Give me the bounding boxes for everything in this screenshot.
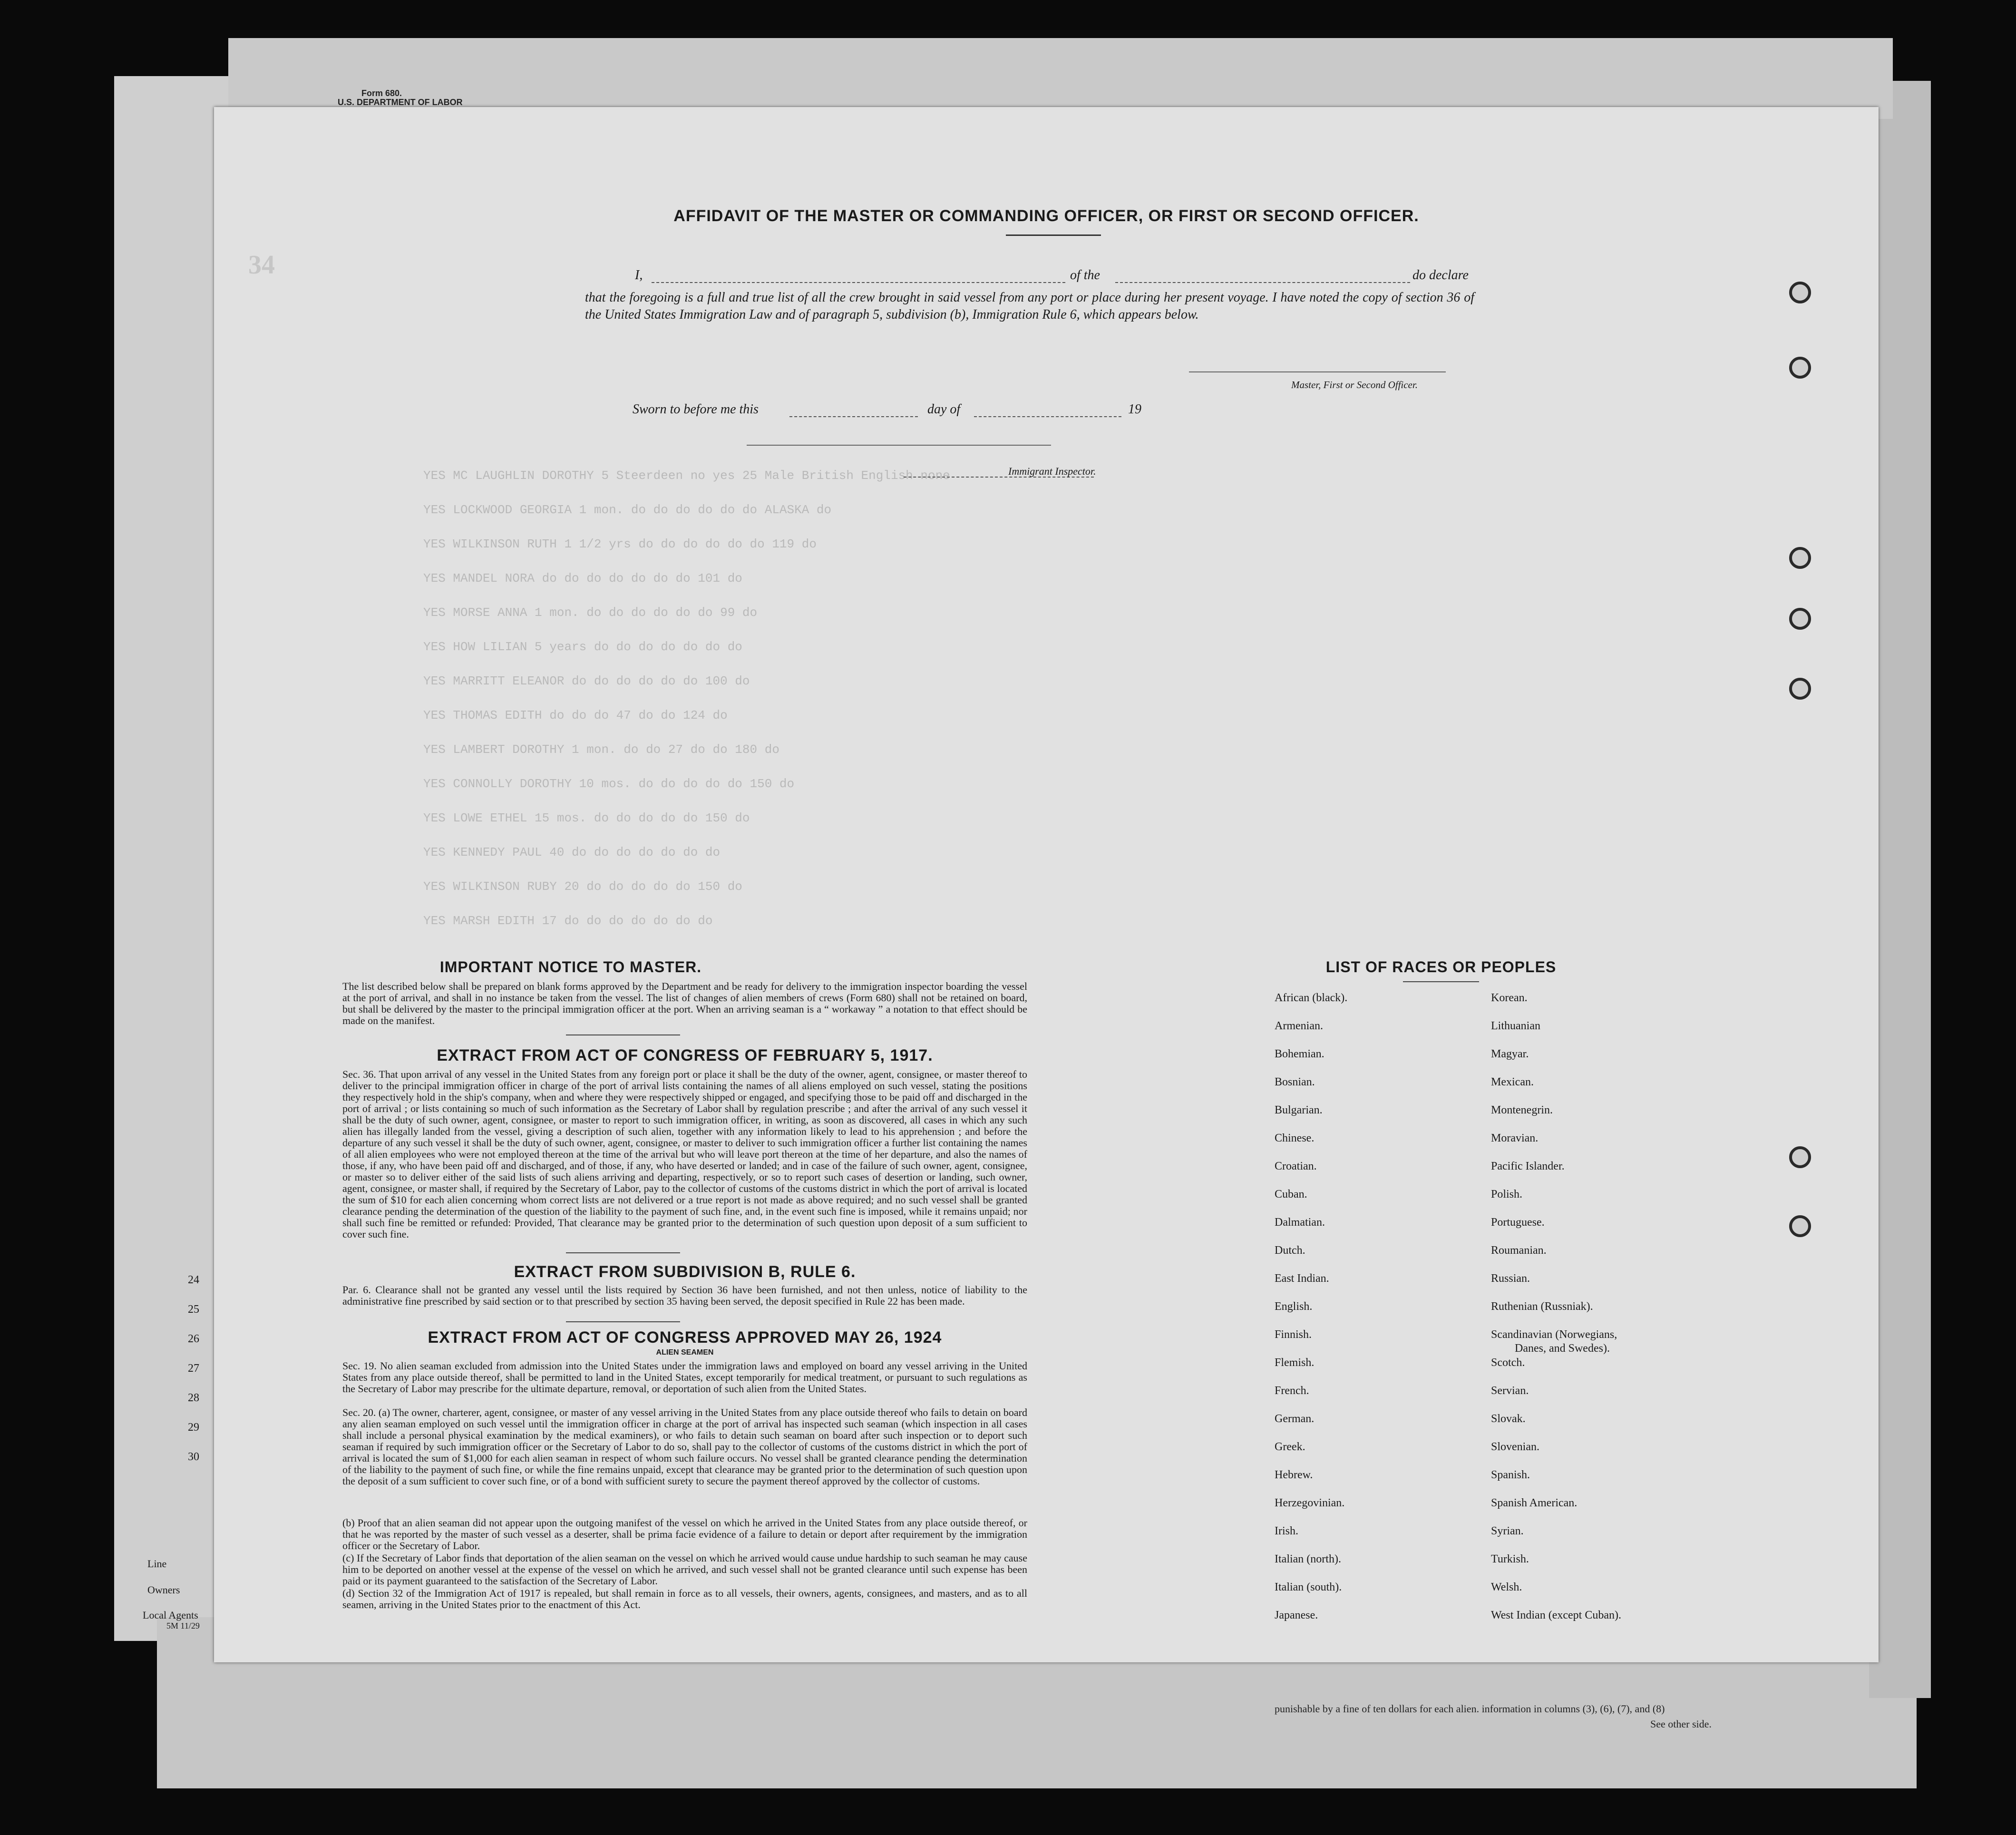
race-item: Flemish. (1275, 1357, 1315, 1369)
race-item: Bosnian. (1275, 1076, 1315, 1088)
form-number: Form 680. (361, 88, 402, 98)
races-rule (1403, 981, 1479, 982)
race-item: Spanish American. (1491, 1497, 1578, 1509)
margin-label-local-agents: Local Agents (143, 1609, 198, 1621)
race-item: Finnish. (1275, 1328, 1312, 1341)
race-item: Turkish. (1491, 1553, 1529, 1565)
race-item: Portuguese. (1491, 1216, 1545, 1229)
bleed-through-row: YES THOMAS EDITH do do do 47 do do 124 do (423, 708, 728, 722)
name-blank (652, 282, 1065, 283)
extract-1924-sec20a: Sec. 20. (a) The owner, charterer, agent, consignee, or master of any vessel arriving in the United States from any place outside thereof who fails to detain on board any alien seaman employed on such vessel until the immigration officer in charge at the port of arrival has inspected such seaman (which inspection in all cases shall include a personal physical examination by the medical examiners), or who fails to detain such seaman on board after such inspection or to deport such seaman if required by such immigration officer or the Secretary of Labor to do so, shall pay to the collector of customs of the customs district in which the port of arrival is located the sum of $1,000 for each alien seaman in respect of whom such failure occurs. No vessel shall be granted clearance pending the determination of the liability to the payment of such fine, or while the fine remains unpaid, except that clearance may be granted prior to the determination of such question upon the deposit of a sum sufficient to cover such fine, or of a bond with sufficient surety to secure the payment thereof approved by the collector of customs. (342, 1406, 1027, 1487)
race-item: Magyar. (1491, 1048, 1529, 1060)
row-number: 27 (188, 1362, 199, 1375)
bleed-through-row: YES MORSE ANNA 1 mon. do do do do do do 99 do (423, 605, 758, 620)
bleed-through-row: YES MARRITT ELEANOR do do do do do do 100 do (423, 674, 750, 688)
document-sheet (214, 107, 1879, 1662)
race-item: French. (1275, 1385, 1309, 1397)
sworn-year: 19 (1128, 402, 1141, 417)
row-number: 26 (188, 1333, 199, 1345)
bleed-through-row: YES LAMBERT DOROTHY 1 mon. do do 27 do do 180 do (423, 742, 779, 757)
extract-rule6-title: EXTRACT FROM SUBDIVISION B, RULE 6. (514, 1263, 856, 1281)
bleed-through-row: YES CONNOLLY DOROTHY 10 mos. do do do do do 150 do (423, 777, 795, 791)
race-item: Croatian. (1275, 1160, 1317, 1172)
bleed-through-row: YES MANDEL NORA do do do do do do do 101 do (423, 571, 742, 586)
extract-1924-title: EXTRACT FROM ACT OF CONGRESS APPROVED MAY 26, 1924 (428, 1328, 942, 1347)
row-number: 24 (188, 1274, 199, 1286)
sworn-prefix: Sworn to before me this (633, 402, 759, 417)
affidavit-line1-declare: do declare (1412, 268, 1469, 283)
race-item: Cuban. (1275, 1188, 1307, 1201)
race-item: Italian (south). (1275, 1581, 1342, 1593)
race-item: Ruthenian (Russniak). (1491, 1300, 1593, 1313)
race-item: Dalmatian. (1275, 1216, 1325, 1229)
bleed-through-row: YES KENNEDY PAUL 40 do do do do do do do (423, 845, 721, 859)
extract-rule6-body: Par. 6. Clearance shall not be granted any vessel until the lists required by Section 36 have been furnished, and not then unless, notice of liability to the administrative fine prescribed by said section or to that prescribed by section 35 having been served, the deposit specified in Rule 22 has been made. (342, 1284, 1027, 1307)
race-item-continuation: Danes, and Swedes). (1515, 1342, 1610, 1355)
race-item: Roumanian. (1491, 1244, 1547, 1257)
bleed-through-row: YES HOW LILIAN 5 years do do do do do do do (423, 640, 742, 654)
master-signature-line (1189, 371, 1446, 372)
affidavit-line1-of-the: of the (1070, 268, 1100, 283)
extract-1917-body: Sec. 36. That upon arrival of any vessel in the United States from any foreign port or place it shall be the duty of the owner, agent, consignee, or master thereof to deliver to the principal immigration officer in charge of the port of arrival lists containing the names of all aliens employed on such vessel, stating the positions they respectively hold in the ship's company, when and where they were respectively shipped or engaged, and specifying those to be paid off and discharged in the port of arrival ; or lists containing so much of such information as the Secretary of Labor shall by regulation prescribe ; and after the arrival of any such vessel it shall be the duty of such owner, agent, consignee, or master to report to such immigration officer, in writing, as soon as discovered, all cases in which any such alien has illegally landed from the vessel, giving a description of such alien, together with any information likely to lead to his apprehension ; and before the departure of any such vessel it shall be the duty of such owner, agent, consignee, or master to deliver to such immigration officer a further list containing the names of all alien employees who were not employed thereon at the time of the arrival but who will leave port thereon at the time of her departure, and also the names of those, if any, who have been paid off and discharged, and of those, if any, who have deserted or landed; and in case of the failure of such owner, agent, consignee, or master so to deliver either of the said lists of such aliens arriving and departing, respectively, or so to report such cases of desertion or landing, such owner, agent, consignee, or master shall, if required by the Secretary of Labor, pay to the collector of customs of the customs district in which the port of arrival is located the sum of $10 for each alien concerning whom correct lists are not delivered or a true report is not made as above required; and no such vessel shall be granted clearance pending the determination of the question of the liability to the payment of such fine, and, in the event such fine is imposed, while it remains unpaid; nor shall such fine be remitted or refunded: Provided, That clearance may be granted prior to the determination of such question upon deposit of a sum sufficient to cover such fine. (342, 1068, 1027, 1240)
race-item: Lithuanian (1491, 1020, 1540, 1032)
race-item: Scandinavian (Norwegians, (1491, 1328, 1617, 1341)
race-item: Bohemian. (1275, 1048, 1325, 1060)
race-item: Korean. (1491, 992, 1528, 1004)
race-item: Dutch. (1275, 1244, 1305, 1257)
race-item: Spanish. (1491, 1469, 1530, 1481)
affidavit-title: AFFIDAVIT OF THE MASTER OR COMMANDING OFFICER, OR FIRST OR SECOND OFFICER. (673, 207, 1419, 225)
bleed-through-row: YES WILKINSON RUBY 20 do do do do do 150 do (423, 879, 742, 894)
extract-1924-sec20b: (b) Proof that an alien seaman did not appear upon the outgoing manifest of the vessel on which he arrived in the United States from any place outside thereof, or that he was reported by the master of such vessel as a deserter, shall be prima facie evidence of a failure to detain or deport after requirement by the immigration officer or the Secretary of Labor. (342, 1517, 1027, 1552)
bleed-through-margin-number: 34 (248, 250, 275, 280)
punch-hole (1789, 1146, 1811, 1168)
margin-code: 5M 11/29 (166, 1621, 200, 1630)
extract-1917-title: EXTRACT FROM ACT OF CONGRESS OF FEBRUARY 5, 1917. (437, 1046, 933, 1064)
races-title: LIST OF RACES OR PEOPLES (1325, 958, 1557, 976)
race-item: Japanese. (1275, 1609, 1318, 1621)
inspector-signature-line (747, 445, 1051, 446)
race-item: Herzegovinian. (1275, 1497, 1345, 1509)
race-item: Montenegrin. (1491, 1104, 1553, 1116)
extract-1924-sec19: Sec. 19. No alien seaman excluded from admission into the United States under the immigration laws and employed on board any vessel arriving in the United States from any place outside thereof, shall be permitted to land in the United States, except temporarily for medical treatment, or pursuant to such regulations as the Secretary of Labor may prescribe for the ultimate departure, removal, or deportation of such alien from the United States. (342, 1360, 1027, 1395)
notice-title: IMPORTANT NOTICE TO MASTER. (439, 958, 702, 976)
race-item: Polish. (1491, 1188, 1523, 1201)
race-item: Syrian. (1491, 1525, 1524, 1537)
sworn-month-blank (974, 416, 1121, 417)
inspector-label: Immigrant Inspector. (1008, 465, 1096, 477)
punch-hole (1789, 678, 1811, 700)
row-number: 28 (188, 1392, 199, 1404)
row-number: 29 (188, 1421, 199, 1434)
punch-hole (1789, 357, 1811, 379)
margin-label-line: Line (147, 1558, 167, 1570)
row-number: 25 (188, 1303, 199, 1316)
race-item: Hebrew. (1275, 1469, 1313, 1481)
bleed-through-row: YES MARSH EDITH 17 do do do do do do do (423, 914, 713, 928)
punch-hole (1789, 282, 1811, 303)
race-item: Scotch. (1491, 1357, 1525, 1369)
row-number-list (188, 1265, 216, 1472)
extract-rule6-rule (566, 1321, 680, 1322)
race-item: Mexican. (1491, 1076, 1534, 1088)
race-item: Chinese. (1275, 1132, 1315, 1144)
affidavit-body: that the foregoing is a full and true list of all the crew brought in said vessel from any port or place during her present voyage. I have noted the copy of section 36 of the United States Immigration Law and of paragraph 5, subdivision (b), Immigration Rule 6, which appears below. (585, 290, 1474, 322)
notice-body: The list described below shall be prepared on blank forms approved by the Department and be ready for delivery to the immigration inspector boarding the vessel at the port of arrival, and shall in no instance be taken from the vessel. The list of changes of alien members of crews (Form 680) shall not be retained on board, but shall be delivered by the master to the principal immigration officer at the port. When an arriving seaman is a “ workaway ” a notation to that effect should be made on the manifest. (342, 980, 1027, 1026)
punch-hole (1789, 1215, 1811, 1237)
bleed-through-row: YES LOWE ETHEL 15 mos. do do do do do 150 do (423, 811, 750, 825)
race-item: Welsh. (1491, 1581, 1522, 1593)
row-number: 30 (188, 1451, 199, 1463)
department-label: U.S. DEPARTMENT OF LABOR (338, 98, 463, 107)
bleed-through-row: YES LOCKWOOD GEORGIA 1 mon. do do do do do do ALASKA do (423, 503, 832, 517)
race-item: East Indian. (1275, 1272, 1329, 1285)
affidavit-line1-i: I, (635, 268, 643, 283)
race-item: Moravian. (1491, 1132, 1539, 1144)
punch-hole (1789, 608, 1811, 630)
extract-1924-sec20c: (c) If the Secretary of Labor finds that deportation of the alien seaman on the vessel on which he arrived would cause undue hardship to such seaman he may cause him to be deported on another vessel at the expense of the vessel on which he arrived, and such vessel shall not be granted clearance until such expense has been paid or its payment guaranteed to the satisfaction of the Secretary of Labor. (342, 1552, 1027, 1587)
extract-1917-rule (566, 1252, 680, 1253)
bleed-through-row: YES WILKINSON RUTH 1 1/2 yrs do do do do do do 119 do (423, 537, 817, 551)
title-rule (1006, 234, 1101, 236)
vessel-blank (1115, 282, 1410, 283)
race-item: Greek. (1275, 1441, 1305, 1453)
master-label: Master, First or Second Officer. (1291, 379, 1418, 390)
race-item: Slovenian. (1491, 1441, 1539, 1453)
race-item: Armenian. (1275, 1020, 1323, 1032)
extract-1924-subtitle: ALIEN SEAMEN (656, 1348, 714, 1357)
race-item: Italian (north). (1275, 1553, 1341, 1565)
race-item: Pacific Islander. (1491, 1160, 1565, 1172)
race-item: German. (1275, 1413, 1315, 1425)
under-sheet-note-2: See other side. (1650, 1718, 1712, 1730)
bleed-through-row: YES MC LAUGHLIN DOROTHY 5 Steerdeen no yes 25 Male British English none (423, 469, 950, 483)
extract-1924-sec20d: (d) Section 32 of the Immigration Act of 1917 is repealed, but shall remain in force as to all vessels, their owners, agents, consignees, and masters, and as to all seamen, arriving in the United States prior to the enactment of this Act. (342, 1587, 1027, 1611)
sworn-day-of: day of (927, 402, 961, 417)
race-item: Servian. (1491, 1385, 1529, 1397)
race-item: African (black). (1275, 992, 1348, 1004)
sworn-day-blank (789, 416, 918, 417)
race-item: Irish. (1275, 1525, 1298, 1537)
race-item: West Indian (except Cuban). (1491, 1609, 1621, 1621)
punch-hole (1789, 547, 1811, 569)
under-sheet-note-1: punishable by a fine of ten dollars for each alien. information in columns (3), (6), (7), and (8) (1275, 1703, 1665, 1715)
race-item: Bulgarian. (1275, 1104, 1323, 1116)
margin-label-owners: Owners (147, 1584, 180, 1596)
race-item: Russian. (1491, 1272, 1530, 1285)
race-item: English. (1275, 1300, 1313, 1313)
race-item: Slovak. (1491, 1413, 1526, 1425)
